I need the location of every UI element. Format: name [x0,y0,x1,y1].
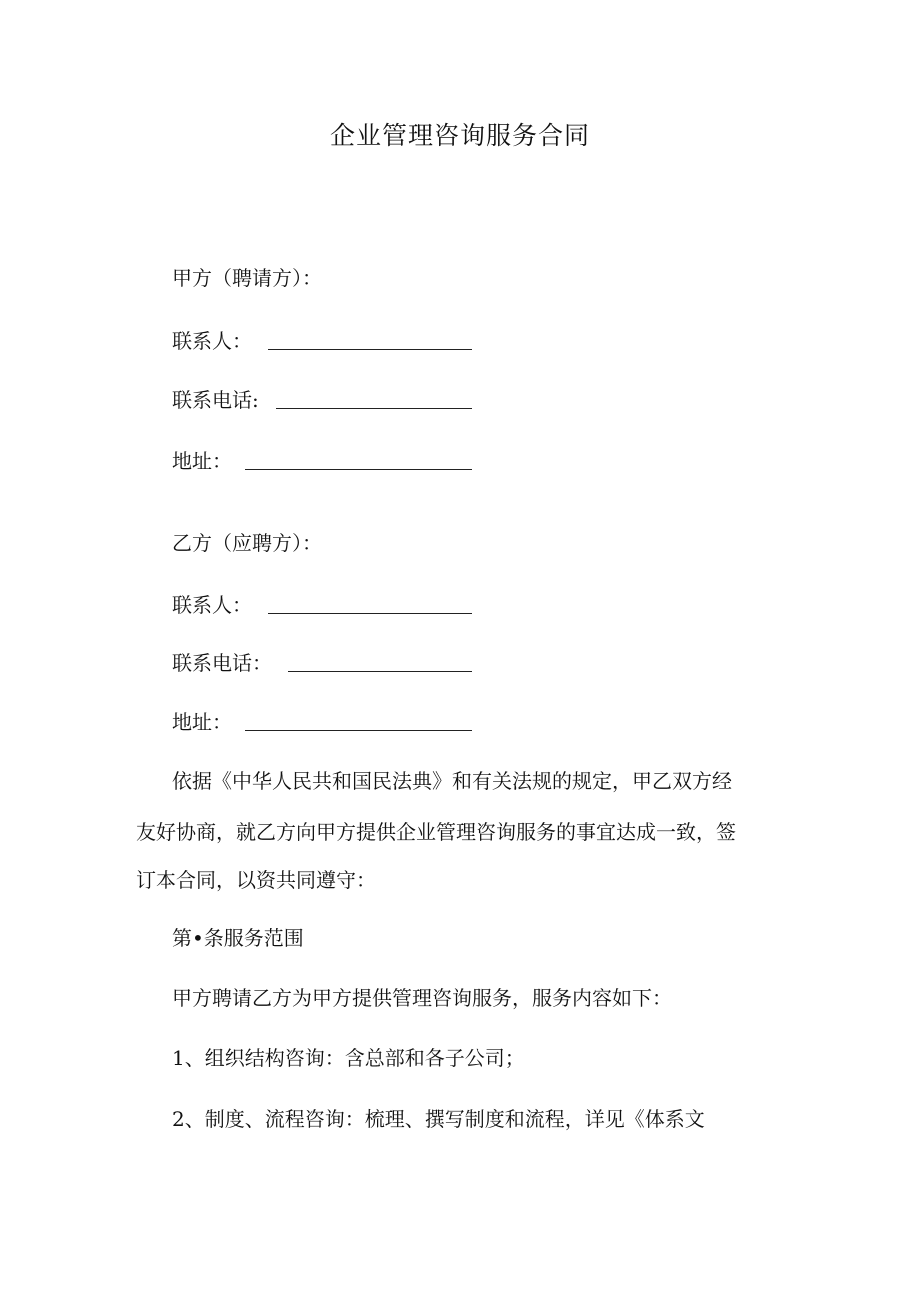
document-title: 企业管理咨询服务合同 [329,121,590,150]
preamble-line-2: 友好协商，就乙方向甲方提供企业管理咨询服务的事宜达成一致，签 [136,820,736,844]
party-b-contact-blank[interactable] [268,613,472,614]
article-1-item-2: 2、制度、流程咨询：梳理、撰写制度和流程，详见《体系文 [172,1107,705,1131]
article-1-intro: 甲方聘请乙方为甲方提供管理咨询服务，服务内容如下： [172,986,672,1010]
article-1-heading: 第•条服务范围 [172,926,304,950]
party-a-contact-label: 联系人： [172,329,252,353]
party-b-heading: 乙方（应聘方）： [172,531,322,555]
preamble-line-3: 订本合同，以资共同遵守： [136,868,376,892]
article-1-item-1: 1、组织结构咨询：含总部和各子公司； [172,1046,525,1070]
party-a-phone-label: 联系电话: [172,388,259,412]
party-a-phone-blank[interactable] [276,408,472,409]
party-a-contact-blank[interactable] [268,349,472,350]
party-b-phone-blank[interactable] [288,671,472,672]
party-b-contact-label: 联系人： [172,593,252,617]
party-b-address-label: 地址： [172,710,232,734]
party-a-address-blank[interactable] [245,469,472,470]
party-b-address-blank[interactable] [245,730,472,731]
preamble-line-1: 依据《中华人民共和国民法典》和有关法规的规定，甲乙双方经 [172,769,732,793]
party-a-address-label: 地址： [172,449,232,473]
party-b-phone-label: 联系电话： [172,651,272,675]
party-a-heading: 甲方（聘请方）： [172,266,322,290]
